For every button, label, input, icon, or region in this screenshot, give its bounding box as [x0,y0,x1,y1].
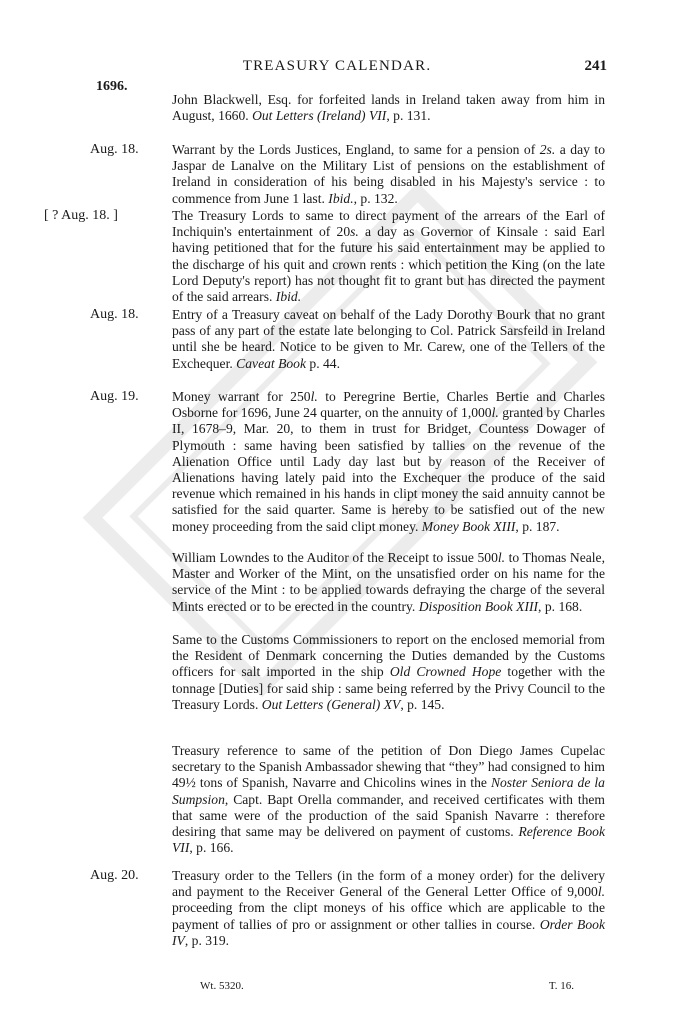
entry-text-segment: , p. 168. [538,598,583,614]
page-footer [0,980,674,996]
entry-reference-italic: Caveat Book [236,355,307,371]
entry-reference-italic: Noster Seniora de la Sumpsion [172,775,605,807]
entry-text-segment: The Treasury Lords to same to direct payment of the arrears of the Earl of Inchiquin's entertainment of 20 [172,208,605,240]
entry-reference-italic: l. [310,389,318,404]
entry-reference-italic: Order Book IV [172,916,605,948]
entry-date: Aug. 19. [90,389,139,404]
entry-reference-italic: Ibid. [328,190,354,206]
entry-reference-italic: Out Letters (Ireland) VII [252,108,387,124]
entry-date: [ ? Aug. 18. ] [44,208,118,223]
footer-printer-mark: Wt. 5320. [200,980,244,992]
entry-reference-italic: Reference Book VII [172,824,605,856]
entry-reference-italic: s. [350,224,359,240]
entry-reference-italic: l. [497,550,506,565]
entry-text-segment: Treasury order to the Tellers (in the form of a money order) for the delivery and payment to the Receiver General of the General Letter Office of 9,000 [172,868,605,900]
entry-text-segment: , Capt. Bapt Orella commander, and received certificates with them that same were of the production of the said Spanish Navarre : therefore desiring that same may be delivered on payment of customs. [172,791,605,840]
entry-date: Aug. 18. [90,307,139,322]
entry-text-segment: , p. 187. [515,518,560,534]
year-marker: 1696. [96,79,128,94]
entry-text-segment: a day to Jaspar de Lanalve on the Military List of pensions on the establishment of Ireland in consideration of his being disabled in his Majesty's service : to commence from June 1 last. [172,142,605,206]
entry-text [172,142,605,207]
entry-text [172,550,605,615]
entry-text [172,632,605,713]
entry-text-segment: together with the tonnage [Duties] for said ship : same being referred by the Privy Council to the Treasury Lords. [172,664,606,712]
entry-text-segment: to Peregrine Bertie, Charles Bertie and Charles Osborne for 1696, June 24 quarter, on the annuity of 1,000 [172,389,605,421]
entry-text [172,868,605,949]
entry-text [172,208,605,305]
entry-reference-italic: Old Crowned Hope [389,664,502,680]
entry-text-segment: Warrant by the Lords Justices, England, to same for a pension of [172,142,540,157]
entry-text [172,743,605,856]
entry-reference-italic: Disposition Book XIII [418,598,539,614]
page-number: 241 [584,58,607,74]
entry-text-segment: a day as Governor of Kinsale : said Earl having petitioned that for the future his said entertainment may be applied to the discharge of his quit and crown rents : which petition the King (on the late Lord Deputy's report) has not thought fit to grant but has directed the payment of the said arrears. [172,224,606,305]
entry-text-segment: Money warrant for 250 [172,389,311,404]
entry-text-segment: Treasury reference to same of the petition of Don Diego James Cupelac secretary to the Spanish Ambassador shewing that “they” had consigned to him 49½ tons of Spanish, Navarre and Chicolins wines in the [172,743,605,791]
running-header [0,58,674,78]
entry-text [172,92,605,124]
entry-reference-italic: Ibid. [275,289,302,305]
entry-reference-italic: Money Book XIII [421,518,516,534]
entry-date: Aug. 20. [90,868,139,883]
entry-text-segment: William Lowndes to the Auditor of the Receipt to issue 500 [172,550,498,565]
entry-text-segment: , p. 166. [189,840,234,856]
entry-reference-italic: Out Letters (General) XV [261,696,401,712]
entry-date: Aug. 18. [90,142,139,157]
entry-text-segment: granted by Charles II, 1678–9, Mar. 20, to them in trust for Bridget, Countess Dowager of Plymouth : same having been satisfied by tallies on the revenue of the Alienation Office until Lady day last but by reason of the Receiver of Alienations having lately paid into the Exchequer the produce of the said revenue which remained in his hands in clipt money the said annuity cannot be satisfied for the said quarter. Same is hereby to be satisfied out of the new money proceeding from the said clipt money. [172,405,605,534]
entry-text [172,307,605,372]
entry-text-segment: , p. 319. [184,932,230,948]
entry-text-segment: Same to the Customs Commissioners to report on the enclosed memorial from the Resident of Denmark concerning the Duties demanded by the Customs officers for salt imported in the ship [172,632,605,680]
entry-text-segment: p. 44. [306,355,340,371]
entry-text-segment: to Thomas Neale, Master and Worker of the Mint, on the unsatisfied order on his name for the service of the Mint : to be applied towards defraying the charge of the several Mints erected or to be erected in the country. [172,550,605,614]
entry-reference-italic: l. [491,405,499,421]
entry-text [172,389,605,535]
entry-text-segment: , p. 132. [353,190,398,206]
entry-reference-italic: l. [597,884,605,900]
entry-reference-italic: 2s. [539,142,556,157]
entry-text-segment: proceeding from the clipt moneys of his office which are applicable to the payment of tallies of pro or assignment or other tallies in course. [172,900,605,932]
entry-text-segment: , p. 131. [386,108,431,124]
entry-text-segment: Entry of a Treasury caveat on behalf of the Lady Dorothy Bourk that no grant pass of any part of the estate late belonging to Col. Patrick Sarsfeild in Ireland until she be heard. Notice to be given to Mr. Carew, one of the Tellers of the Exchequer. [172,307,605,371]
footer-signature-mark: T. 16. [548,980,574,992]
entry-text-segment: , p. 145. [400,696,445,712]
entry-text-segment: John Blackwell, Esq. for forfeited lands in Ireland taken away from him in August, 1660. [172,92,605,124]
running-title: TREASURY CALENDAR. [242,58,432,74]
